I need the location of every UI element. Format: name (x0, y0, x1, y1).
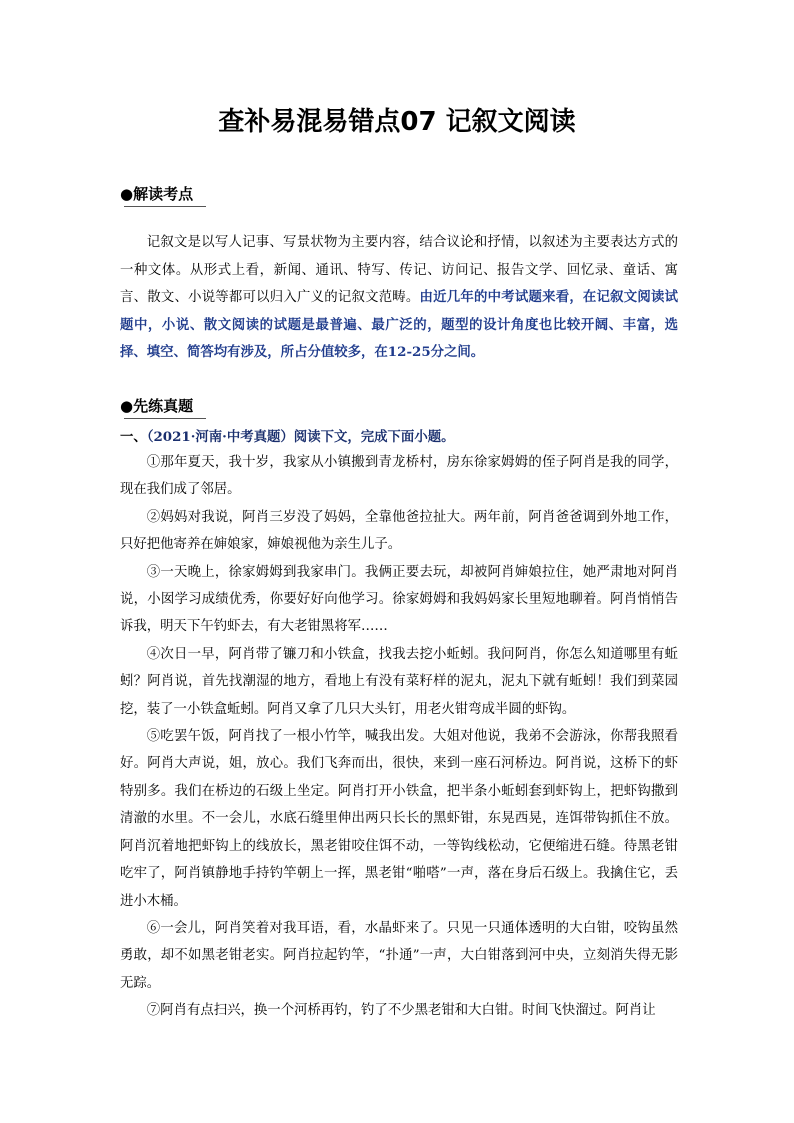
section-heading-text: ●解读考点 (120, 185, 194, 203)
passage-paragraph: ④次日一早，阿肖带了镰刀和小铁盒，找我去挖小蚯蚓。我问阿肖，你怎么知道哪里有蚯蚓？阿肖说，首先找潮湿的地方，看地上有没有菜籽样的泥丸，泥丸下就有蚯蚓！我们到菜园挖，装了一小铁盒蚯蚓。阿肖又拿了几只大头钉，用老火钳弯成半圆的虾钩。 (120, 646, 678, 717)
passage-paragraph: ⑦阿肖有点扫兴，换一个河桥再钓，钓了不少黑老钳和大白钳。时间飞快溜过。阿肖让 (146, 1003, 656, 1019)
section-interpretation-body (120, 229, 678, 367)
heading-underline (124, 418, 206, 419)
intro-paragraph (120, 229, 678, 367)
section-heading-text: ●先练真题 (120, 397, 194, 415)
passage-paragraph: ②妈妈对我说，阿肖三岁没了妈妈，全靠他爸拉扯大。两年前，阿肖爸爸调到外地工作，只好把他寄养在婶娘家，婶娘视他为亲生儿子。 (120, 509, 678, 553)
passage-paragraph: ③一天晚上，徐家姆姆到我家串门。我俩正要去玩，却被阿肖婶娘拉住，她严肃地对阿肖说，小囡学习成绩优秀，你要好好向他学习。徐家姆姆和我妈妈家长里短地聊着。阿肖悄悄告诉我，明天下午钓虾去，有大老钳黑将军…… (120, 564, 678, 635)
intro-text-emphasis: 由近几年的中考试题来看，在记叙文阅读试题中，小说、散文阅读的试题是最普遍、最广泛的，题型的设计角度也比较开阔、丰富，选择、填空、简答均有涉及，所占分值较多，在12-25分之间。 (120, 289, 679, 360)
passage-paragraph: ⑤吃罢午饭，阿肖找了一根小竹竿，喊我出发。大姐对他说，我弟不会游泳，你帮我照看好。阿肖大声说，姐，放心。我们飞奔而出，很快，来到一座石河桥边。阿肖说，这桥下的虾特别多。我们在桥边的石级上坐定。阿肖打开小铁盒，把半条小蚯蚓套到虾钩上，把虾钩撒到清澈的水里。不一会儿，水底石缝里伸出两只长长的黑虾钳，东晃西晃，连饵带钩抓住不放。阿肖沉着地把虾钩上的线放长，黑老钳咬住饵不动，一等钩线松动，它便缩进石缝。待黑老钳吃牢了，阿肖镇静地手持钓竿朝上一挥，黑老钳“啪嗒”一声，落在身后石级上。我擒住它，丢进小木桶。 (120, 729, 678, 909)
intro-text-normal: 记叙文是以写人记事、写景状物为主要内容，结合议论和抒情，以叙述为主要表达方式的一种文体。从形式上看，新闻、通讯、特写、传记、访问记、报告文学、回忆录、童话、寓言、散文、小说等都可以归入广义的记叙文范畴。 (120, 235, 678, 305)
passage-paragraph: ①那年夏天，我十岁，我家从小镇搬到青龙桥村，房东徐家姆姆的侄子阿肖是我的同学，现在我们成了邻居。 (120, 455, 678, 498)
page-title: 查补易混易错点07 记叙文阅读 (218, 107, 576, 137)
question-source: （2021·河南·中考真题）阅读下文，完成下面小题。 (146, 429, 455, 445)
section-heading-practice (120, 396, 193, 417)
section-heading-interpretation (120, 184, 193, 205)
passage-paragraph: ⑥一会儿，阿肖笑着对我耳语，看，水晶虾来了。只见一只通体透明的大白钳，咬钩虽然勇敢，却不如黑老钳老实。阿肖拉起钓竿，“扑通”一声，大白钳落到河中央，立刻消失得无影无踪。 (120, 920, 678, 991)
heading-underline (124, 206, 206, 207)
question-number: 一、 (120, 429, 147, 445)
question-header (120, 427, 455, 447)
reading-passage (120, 449, 678, 1025)
